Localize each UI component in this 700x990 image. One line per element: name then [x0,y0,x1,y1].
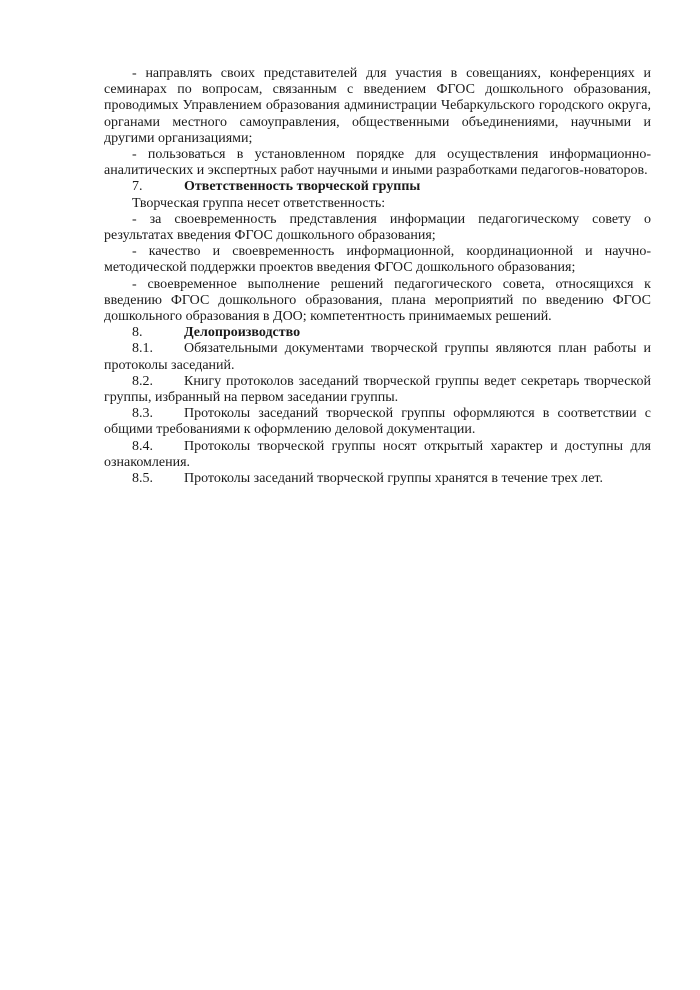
section-8-item [104,471,651,487]
paragraph-use-developments: - пользоваться в установленном порядке для осуществления информационно-аналитических и экспертных работ научными и иными разработками педагогов-новаторов. [104,147,651,179]
item-number: 8.2. [132,373,153,389]
section-8-item [104,374,651,406]
item-number: 8.5. [132,471,153,487]
section-7-heading [104,179,651,195]
document-page [104,66,651,487]
item-text: Протоколы заседаний творческой группы оформляются в соответствии с общими требованиями к оформлению деловой документации. [104,406,651,438]
section-8-item [104,439,651,471]
section-8-item [104,341,651,373]
item-number: 8.3. [132,406,153,422]
item-text: Обязательными документами творческой группы являются план работы и протоколы заседаний. [104,341,651,373]
section-8-item [104,406,651,438]
paragraph-delegate-representatives: - направлять своих представителей для участия в совещаниях, конференциях и семинарах по вопросам, связанным с введением ФГОС дошкольного образования, проводимых Управлением образования администрации Чебаркульского городского округа, органами местного самоуправления, общественными объединениями, научными и другими организациями; [104,66,651,146]
item-text: Книгу протоколов заседаний творческой группы ведет секретарь творческой группы, избранный на первом заседании группы. [104,373,651,406]
item-text: Протоколы творческой группы носят открытый характер и доступны для ознакомления. [104,438,651,470]
section-7-number: 7. [132,179,143,195]
section-8-heading [104,325,651,341]
item-number: 8.4. [132,438,153,454]
section-7-title: Ответственность творческой группы [184,179,421,195]
section-7-intro: Творческая группа несет ответственность: [132,195,386,211]
item-number: 8.1. [132,341,153,357]
section-8-title: Делопроизводство [184,325,301,341]
item-text: Протоколы заседаний творческой группы хранятся в течение трех лет. [184,471,603,487]
section-7-item: - за своевременность представления информации педагогическому совету о результатах введения ФГОС дошкольного образования; [104,211,651,244]
section-7-item: - качество и своевременность информационной, координационной и научно-методической поддержки проектов введения ФГОС дошкольного образования; [104,244,651,276]
section-7-item: - своевременное выполнение решений педагогического совета, относящихся к введению ФГОС дошкольного образования, плана мероприятий по введению ФГОС дошкольного образования в ДОО; компетентность принимаемых решений. [104,276,651,325]
section-8-number: 8. [132,325,143,341]
